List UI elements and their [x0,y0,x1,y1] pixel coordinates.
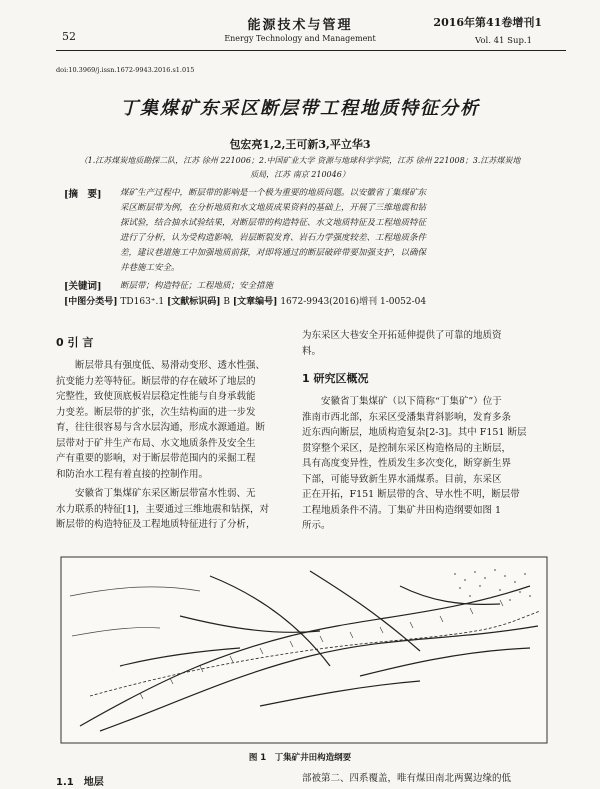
abstract-line: 采区断层带为例，在分析地质和水文地质成果资料的基础上，开展了三维地震和钻 [120,203,427,213]
text-line: 下部，可能导致新生界水涌煤系。目前，东采区 [302,473,502,485]
abstract-line: 进行了分析，认为受构造影响，岩层断裂发育、岩石力学强度较差、工程地质条件 [120,233,427,243]
text-line: 具有高度变异性，性质发生多次变化，断穿新生界 [302,458,512,469]
section-1-paragraph [302,394,548,534]
text-line: 层带对于矿井生产布局、水文地质条件及安全生 [56,437,256,449]
text-line: 安徽省丁集煤矿东采区断层带富水性弱、无 [75,488,256,499]
abstract-line: 差，建议巷道施工中加强地质前探，对即将通过的断层破碎带要加强支护，以确保 [120,248,427,258]
text-line: 为东采区大巷安全开拓延伸提供了可靠的地质资 [302,330,502,341]
text-line: 断层带具有强度低、易滑动变形、透水性强、 [75,360,266,371]
figure-caption: 图 1 丁集矿井田构造纲要 [248,753,352,763]
article-no-value: 1672-9943(2016)增刊 1-0052-04 [280,297,427,307]
text-line: 近东西向断层，地质构造复杂[2-3]。其中 F151 断层 [302,427,527,438]
section-1-heading: 1 研究区概况 [302,372,369,385]
affiliation-line: 质局，江苏 南京 210046） [250,170,350,179]
intro-continuation [302,328,548,359]
text-line: 和防治水工程有着直接的控制作用。 [56,468,209,480]
doc-code-value: B [223,297,231,307]
abstract-line: 煤矿生产过程中，断层带的影响是一个极为重要的地质问题。以安徽省丁集煤矿东 [120,188,427,198]
keywords-label: [关键词] [64,281,102,292]
page-number: 52 [62,30,76,43]
abstract-line: 探试验，结合抽水试验结果，对断层带的构造特征、水文地质特征及工程地质特征 [120,218,427,228]
abstract-line: 井巷施工安全。 [120,263,180,273]
text-line: 断层带的构造特征及工程地质特征进行了分析， [56,519,256,530]
intro-paragraph-2 [56,486,302,533]
clc-label: [中图分类号] [64,297,118,307]
paper-title: 丁集煤矿东采区断层带工程地质特征分析 [120,98,480,119]
text-line: 力变差。断层带的扩张，次生结构面的进一步发 [56,406,256,418]
text-line: 部被第二、四系覆盖，唯有煤田南北两翼边缘的低 [302,773,512,784]
text-line: 贯穿整个采区，是控制东采区构造格局的主断层， [302,442,512,454]
text-line: 抗变能力差等特征。断层带的存在破坏了地层的 [56,375,256,387]
journal-name: 能源技术与管理 [247,18,353,33]
structure-outline-map [60,556,548,744]
text-line: 正在开拓，F151 断层带的含、导水性不明，断层带 [302,489,520,500]
text-line: 安徽省丁集煤矿（以下简称“丁集矿”）位于 [321,396,502,407]
subsection-1-1-heading: 1.1 地层 [56,777,104,788]
doc-code-label: [文献标识码] [167,297,221,307]
intro-heading: 0 引 言 [56,336,94,349]
affiliation-line: （1.江苏煤炭地质勘探二队，江苏 徐州 221006；2.中国矿业大学 资源与地球科学学院，江苏 徐州 221008；3.江苏煤炭地 [79,156,521,165]
text-line: 料。 [302,345,322,357]
intro-paragraph-1 [56,358,302,482]
text-line: 水力联系的特征[1]，主要通过三维地震和钻探，对 [56,503,269,515]
abstract-text [120,186,546,276]
text-line: 工程地质条件不清。丁集矿井田构造纲要如图 1 [302,504,502,516]
classification-line [64,294,426,307]
issue-info: 2016年第41卷增刊1 [433,16,542,29]
clc-value: TD163⁺.1 [120,297,165,307]
journal-name-en: Energy Technology and Management [224,34,376,43]
doi[interactable]: doi:10.3969/j.issn.1672-9943.2016.s1.015 [56,66,195,74]
text-line: 产有重要的影响，对于断层带范围内的采掘工程 [56,453,256,464]
volume-info: Vol. 41 Sup.1 [475,36,532,46]
abstract-label: [摘 要] [64,189,102,200]
text-line: 完整性，致使顶底板岩层稳定性能与自身承载能 [56,391,256,402]
text-line: 育，往往很容易与含水层沟通，形成水源通道。断 [56,422,266,433]
keywords-text: 断层带；构造特征；工程地质；安全措施 [120,281,274,291]
text-line: 淮南市西北部，东采区受潘集背斜影响，发育多条 [302,411,512,423]
map-frame [61,557,547,743]
text-line: 所示。 [302,520,331,531]
affiliations [36,154,564,182]
header-rule [56,50,566,51]
authors: 包宏亮1,2,王可新3,平立华3 [229,138,371,151]
article-no-label: [文章编号] [232,297,278,307]
